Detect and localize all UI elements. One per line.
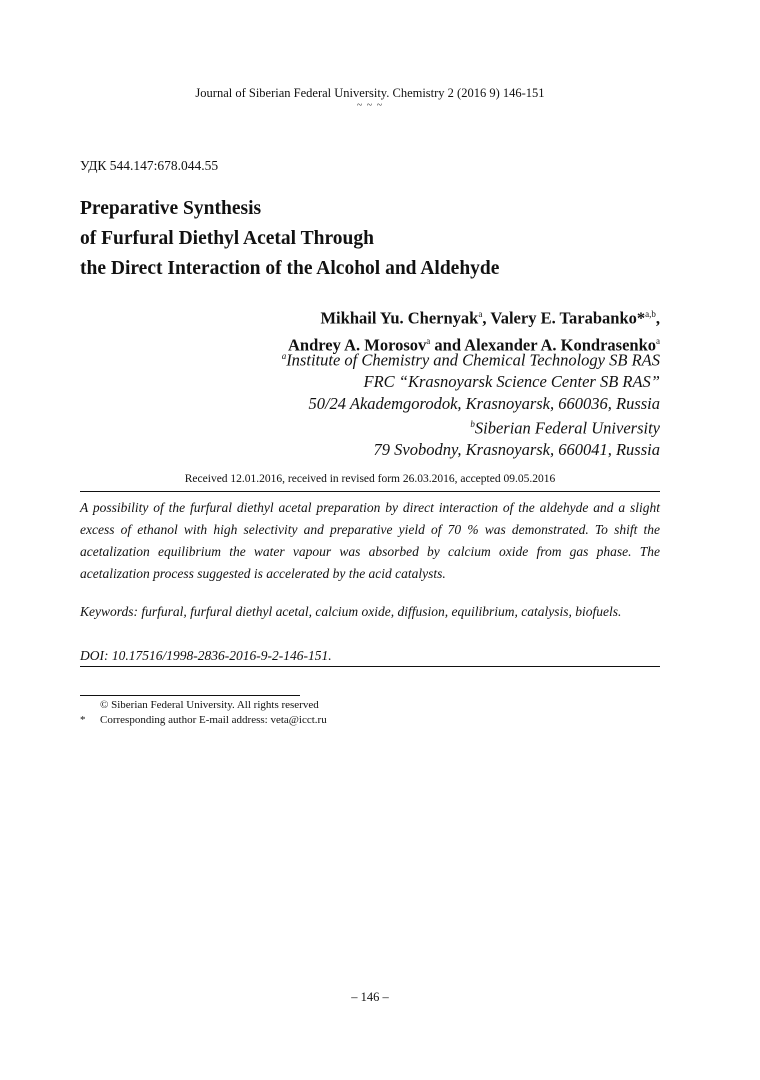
- title-line-3: the Direct Interaction of the Alcohol and Aldehyde: [80, 258, 500, 279]
- affiliation-a-line-2: FRC “Krasnoyarsk Science Center SB RAS”: [363, 372, 660, 391]
- copyright-text: © Siberian Federal University. All rights reserved: [100, 699, 319, 711]
- header-ornament: ~ ~ ~: [356, 100, 384, 111]
- affiliation-b-line-1: Siberian Federal University: [474, 418, 660, 438]
- author-kondrasenko: Alexander A. Kondrasenko: [464, 335, 656, 354]
- keywords: Keywords: furfural, furfural diethyl acetal, calcium oxide, diffusion, equilibrium, catalysis, biofuels.: [80, 604, 622, 619]
- abstract-top-rule: [80, 491, 660, 492]
- author-chernyak: Mikhail Yu. Chernyak: [320, 308, 479, 328]
- affiliations: [282, 346, 660, 461]
- received-dates: Received 12.01.2016, received in revised form 26.03.2016, accepted 09.05.2016: [184, 473, 556, 485]
- author-morosov-affil: a: [426, 335, 431, 346]
- footnote-copyright: [80, 698, 319, 713]
- affiliation-b-marker: b: [470, 419, 475, 429]
- footnote-rule: [80, 695, 300, 696]
- author-tarabanko: Valery E. Tarabanko*: [490, 308, 646, 328]
- footnote-star: *: [80, 714, 86, 726]
- author-tarabanko-affil: a,b: [645, 309, 656, 319]
- doi: DOI: 10.17516/1998-2836-2016-9-2-146-151.: [80, 648, 332, 663]
- author-chernyak-affil: a: [478, 309, 483, 319]
- journal-header: Journal of Siberian Federal University. Chemistry 2 (2016 9) 146-151: [195, 86, 545, 100]
- author-separator: ,: [482, 308, 491, 328]
- footnote-corresponding: [80, 713, 327, 728]
- affiliation-a-line-1: Institute of Chemistry and Chemical Technology SB RAS: [286, 350, 660, 370]
- affiliation-a-marker: a: [281, 351, 287, 361]
- title-line-2: of Furfural Diethyl Acetal Through: [80, 228, 374, 249]
- udk-code: УДК 544.147:678.044.55: [80, 158, 219, 173]
- abstract: A possibility of the furfural diethyl acetal preparation by direct interaction of the aldehyde and a slight excess of ethanol with high selectivity and preparative yield of 70 % was demonstrated. To shift the acetalization equilibrium the water vapour was absorbed by calcium oxide from gas phase. The acetalization process suggested is accelerated by the acid catalysts.: [80, 500, 660, 581]
- page-number: – 146 –: [351, 990, 389, 1004]
- author-morosov: Andrey A. Morosov: [288, 335, 427, 354]
- affiliation-a-line-3: 50/24 Akademgorodok, Krasnoyarsk, 660036, Russia: [308, 393, 660, 413]
- abstract-bottom-rule: [80, 666, 660, 667]
- title-line-1: Preparative Synthesis: [80, 198, 262, 219]
- author-separator: and: [430, 335, 465, 354]
- corresponding-email-text: Corresponding author E-mail address: veta@icct.ru: [100, 714, 327, 726]
- affiliation-b-line-2: 79 Svobodny, Krasnoyarsk, 660041, Russia: [373, 440, 660, 459]
- author-kondrasenko-affil: a: [656, 335, 660, 346]
- paper-title: [80, 194, 499, 284]
- author-separator: ,: [655, 308, 660, 328]
